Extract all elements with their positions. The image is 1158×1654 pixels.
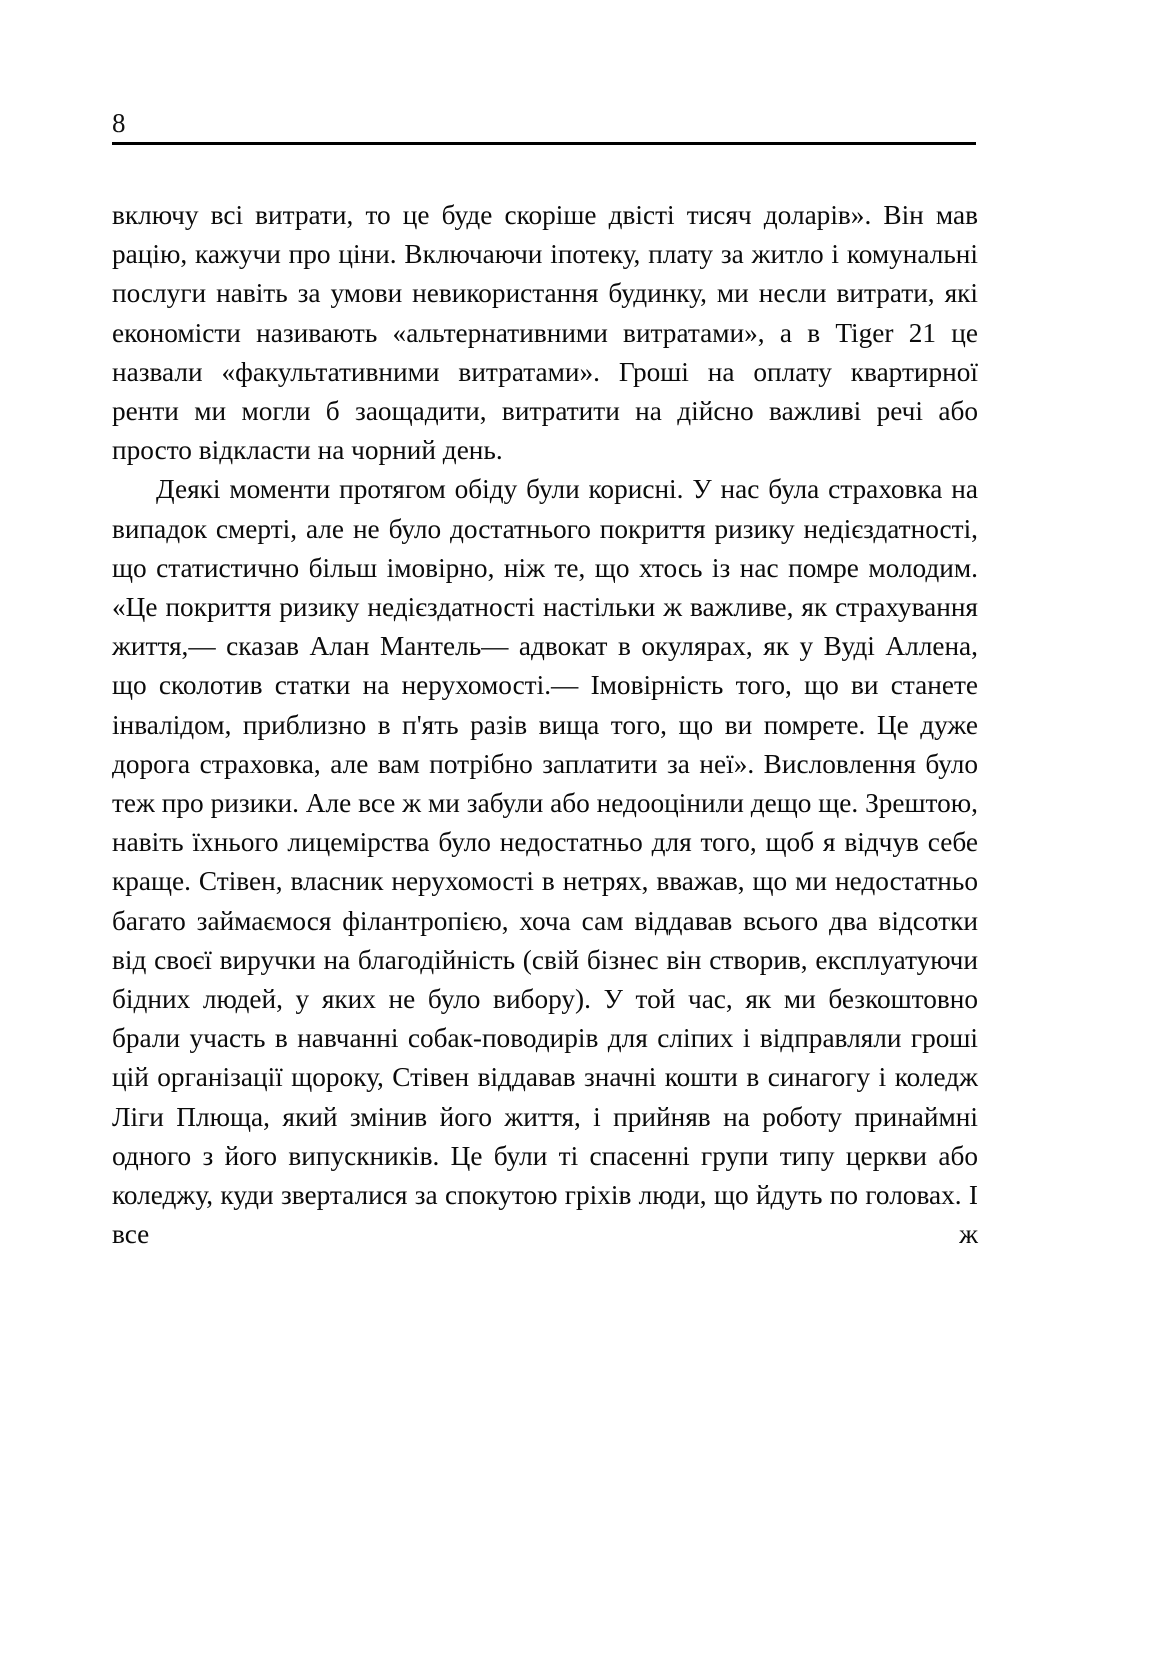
header-rule-divider — [112, 142, 976, 145]
paragraph-2: Деякі моменти протягом обіду були корисні. У нас була страховка на випадок смерті, але не було достатнього покриття ризику недієздатності, що статистично більш імовірно, ніж те, що хтось із нас помре молодим. «Це покриття ризику недієздатності настільки ж важливе, як страхування життя,— сказав Алан Мантель— адвокат в окулярах, як у Вуді Аллена, що сколотив статки на нерухомості.— Імовірність того, що ви станете інвалідом, приблизно в п'ять разів вища того, що ви помрете. Це дуже дорога страховка, але вам потрібно заплатити за неї». Висловлення було теж про ризики. Але все ж ми забули або недооцінили дещо ще. Зрештою, навіть їхнього лицемірства було недостатньо для того, щоб я відчув себе краще. Стівен, власник нерухомості в нетрях, вважав, що ми недостатньо багато займаємося філантропією, хоча сам віддавав всього два відсотки від своєї виручки на благодійність (свій бізнес він створив, експлуатуючи бідних людей, у яких не було вибору). У той час, як ми безкоштовно брали участь в навчанні собак-поводирів для сліпих і відправляли гроші цій організації щороку, Стівен віддавав значні кошти в синагогу і коледж Ліги Плюща, який змінив його життя, і прийняв на роботу принаймні одного з його випускників. Це були ті спасенні групи типу церкви або коледжу, куди зверталися за спокутою гріхів люди, що йдуть по головах. І все ж — [112, 474, 978, 1250]
page-header — [112, 108, 976, 145]
page-body-text — [112, 196, 978, 1294]
page-number: 8 — [112, 108, 126, 138]
paragraph-1: включу всі витрати, то це буде скоріше двісті тисяч доларів». Він мав рацію, кажучи про ціни. Включаючи іпотеку, плату за житло і комунальні послуги навіть за умови невикористання будинку, ми несли витрати, які економісти називають «альтернативними витратами», а в Tiger 21 це назвали «факультативними витратами». Гроші на оплату квартирної ренти ми могли б заощадити, витратити на дійсно важливі речі або просто відкласти на чорний день. — [112, 200, 978, 466]
